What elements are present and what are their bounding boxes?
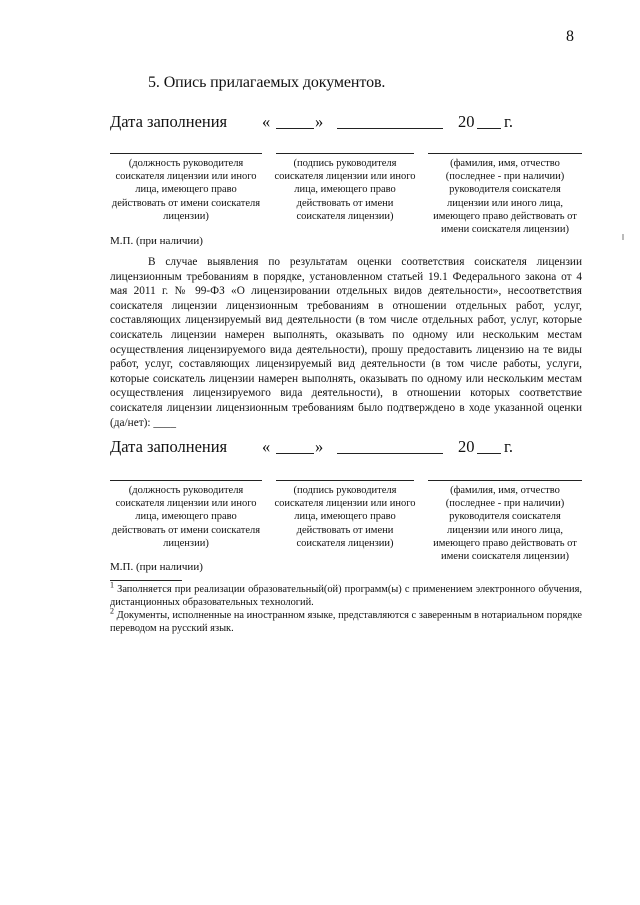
date-label: Дата заполнения [110, 112, 228, 131]
footnote-mark: 1 [110, 580, 114, 590]
footnote [110, 580, 582, 609]
quote-open: « [262, 112, 271, 131]
position-caption: (должность руководителя соискателя лицензии или иного лица, имеющего право действовать от имени соискателя лицензии) [111, 158, 261, 222]
year-prefix: 20 [458, 437, 475, 456]
footnote [110, 606, 582, 635]
position-line[interactable] [110, 153, 262, 154]
year-suffix: г. [504, 112, 514, 131]
day-blank[interactable] [276, 453, 314, 454]
footnote-mark: 2 [110, 606, 114, 616]
year-suffix: г. [504, 437, 514, 456]
month-blank[interactable] [337, 128, 443, 129]
quote-close: » [315, 112, 324, 131]
signature-caption: (подпись руководителя соискателя лицензии или иного лица, имеющего право действовать от имени соискателя лицензии) [274, 158, 416, 222]
seal-note: М.П. (при наличии) [110, 561, 203, 573]
scan-edge-mark [622, 234, 624, 240]
position-caption: (должность руководителя соискателя лицензии или иного лица, имеющего право действовать от имени соискателя лицензии) [111, 485, 261, 549]
footnote-separator [110, 580, 182, 581]
date-row [110, 437, 580, 459]
footnote-text: Документы, исполненные на иностранном языке, представляются с заверенным в нотариальном порядке переводом на русский язык. [110, 610, 582, 634]
month-blank[interactable] [337, 453, 443, 454]
year-blank[interactable] [477, 128, 501, 129]
signature-line[interactable] [276, 153, 414, 154]
name-caption: (фамилия, имя, отчество (последнее - при наличии) руководителя соискателя лицензии или иного лица, имеющего право действовать от имени соискателя лицензии) [433, 158, 577, 236]
signature-caption: (подпись руководителя соискателя лицензии или иного лица, имеющего право действовать от имени соискателя лицензии) [274, 485, 416, 549]
date-label: Дата заполнения [110, 437, 228, 456]
footnote-text: Заполняется при реализации образовательный(ой) программ(ы) с применением электронного обучения, дистанционных образовательных технологий. [110, 584, 582, 608]
name-line[interactable] [428, 480, 582, 481]
year-prefix: 20 [458, 112, 475, 131]
name-caption: (фамилия, имя, отчество (последнее - при наличии) руководителя соискателя лицензии или иного лица, имеющего право действовать от имени соискателя лицензии) [433, 485, 577, 563]
position-line[interactable] [110, 480, 262, 481]
seal-note: М.П. (при наличии) [110, 235, 203, 247]
date-row [110, 112, 580, 134]
section-heading: 5. Опись прилагаемых документов. [148, 74, 386, 91]
year-blank[interactable] [477, 453, 501, 454]
signature-line[interactable] [276, 480, 414, 481]
request-paragraph: В случае выявления по результатам оценки соответствия соискателя лицензии лицензионным требованиям в порядке, установленном статьей 19.1 Федерального закона от 4 мая 2011 г. № 99-ФЗ «О лицензировании отдельных видов деятельности», несоответствия соискателя лицензии лицензионным требованиям в отношении отдельных работ, услуг, составляющих лицензируемый вид деятельности (в том числе отдельных работ, услуг, которые соискатель лицензии намерен выполнять, оказывать по одному или нескольким местам осуществления лицензируемого вида деятельности), прошу предоставить лицензию на те виды работ, услуг, составляющих лицензируемый вид деятельности (в том числе работы, услуги, которые соискатель лицензии намерен выполнять, оказывать по одному или нескольким местам осуществления лицензируемого вида деятельности), в отношении которых соответствие соискателя лицензии лицензионным требованиям было подтверждено в ходе указанной оценки (да/нет): ____ [110, 256, 582, 429]
day-blank[interactable] [276, 128, 314, 129]
quote-open: « [262, 437, 271, 456]
page-number: 8 [566, 28, 574, 45]
quote-close: » [315, 437, 324, 456]
name-line[interactable] [428, 153, 582, 154]
